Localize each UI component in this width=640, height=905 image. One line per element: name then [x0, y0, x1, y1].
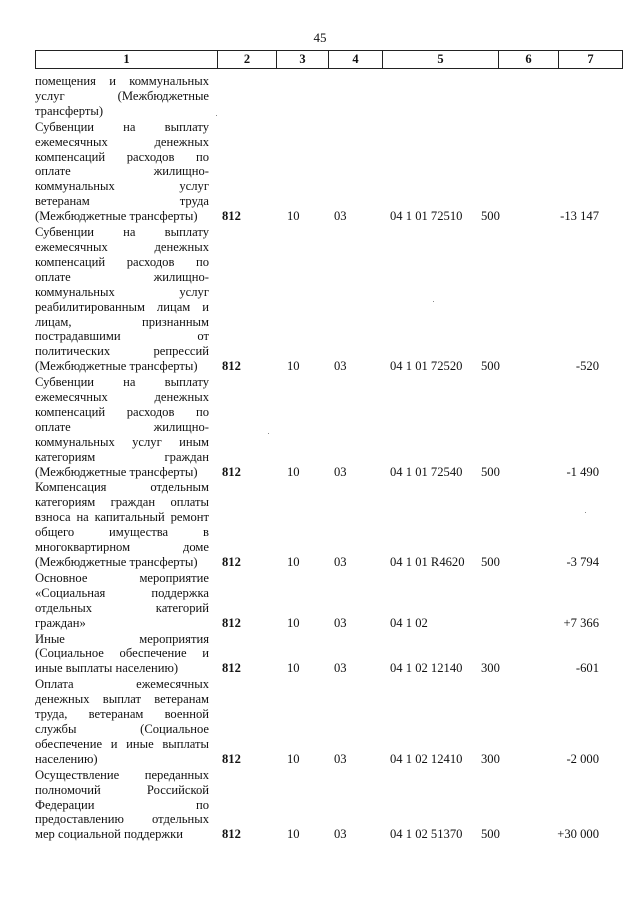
- admin-code: 812: [222, 661, 241, 676]
- admin-code: 812: [222, 555, 241, 569]
- description-line: иные выплаты населению): [35, 661, 179, 676]
- row-description: [35, 767, 209, 843]
- description-line: граждан»: [35, 615, 86, 630]
- description-line: коммунальных услуг иным: [35, 434, 209, 449]
- subsection-code: 03: [334, 555, 347, 569]
- description-line: трансферты): [35, 103, 104, 118]
- scan-speck: [268, 433, 269, 434]
- amount-change: -3 794: [566, 555, 599, 569]
- target-article-code: 04 1 01 R4620: [390, 555, 465, 569]
- amount-change: -601: [575, 661, 599, 676]
- description-line: (Межбюджетные трансферты): [35, 464, 198, 479]
- description-line: «Социальная поддержка: [35, 585, 209, 600]
- row-description: [35, 676, 209, 766]
- description-line: Субвенции на выплату: [35, 375, 209, 390]
- description-line: пострадавшими от: [35, 329, 209, 344]
- expense-type-code: 300: [481, 661, 500, 676]
- description-line: услуг (Межбюджетные: [35, 88, 209, 103]
- description-line: категориям граждан: [35, 449, 209, 464]
- description-line: обеспечение и иные выплаты: [35, 736, 209, 751]
- description-line: предоставлению отдельных: [35, 812, 209, 827]
- table-row: [35, 224, 605, 374]
- description-line: Федерации по: [35, 797, 209, 812]
- description-line: оплате жилищно-: [35, 419, 209, 434]
- description-line: помещения и коммунальных: [35, 74, 209, 88]
- subsection-code: 03: [334, 751, 347, 766]
- table-row: [35, 374, 605, 479]
- description-line: ежемесячных денежных: [35, 134, 209, 149]
- table-row: [35, 119, 605, 224]
- admin-code: 812: [222, 464, 241, 479]
- row-description: [35, 224, 209, 374]
- page-number: 45: [313, 30, 327, 45]
- row-description: [35, 73, 209, 119]
- scan-speck: [585, 512, 586, 513]
- row-description: [35, 631, 209, 677]
- description-line: Осуществление переданных: [35, 767, 209, 782]
- description-line: денежных выплат ветеранам: [35, 692, 209, 707]
- target-article-code: 04 1 02 12140: [390, 661, 463, 676]
- description-line: политических репрессий: [35, 344, 209, 359]
- table-row: [35, 676, 605, 766]
- description-line: Оплата ежемесячных: [35, 677, 209, 692]
- amount-change: -13 147: [560, 209, 599, 224]
- column-header-4: 4: [329, 51, 383, 69]
- expense-type-code: 500: [481, 555, 500, 569]
- subsection-code: 03: [334, 615, 347, 630]
- target-article-code: 04 1 02 51370: [390, 827, 463, 842]
- subsection-code: 03: [334, 661, 347, 676]
- description-line: многоквартирном доме: [35, 540, 209, 555]
- section-code: 10: [287, 615, 300, 630]
- expense-type-code: 500: [481, 209, 500, 224]
- column-header-1: 1: [36, 51, 218, 69]
- description-line: мер социальной поддержки: [35, 827, 183, 842]
- subsection-code: 03: [334, 209, 347, 224]
- expense-type-code: 300: [481, 751, 500, 766]
- admin-code: 812: [222, 751, 241, 766]
- description-line: (Межбюджетные трансферты): [35, 359, 198, 374]
- row-description: [35, 479, 209, 569]
- description-line: оплате жилищно-: [35, 269, 209, 284]
- description-line: коммунальных услуг: [35, 284, 209, 299]
- description-line: ежемесячных денежных: [35, 390, 209, 405]
- row-description: [35, 119, 209, 224]
- section-code: 10: [287, 464, 300, 479]
- section-code: 10: [287, 751, 300, 766]
- column-header-5: 5: [383, 51, 499, 69]
- subsection-code: 03: [334, 359, 347, 374]
- description-line: коммунальных услуг: [35, 179, 209, 194]
- amount-change: -2 000: [566, 751, 599, 766]
- description-line: Компенсация отдельным: [35, 480, 209, 495]
- description-line: лицам, признанным: [35, 314, 209, 329]
- target-article-code: 04 1 02: [390, 615, 428, 630]
- admin-code: 812: [222, 615, 241, 630]
- amount-change: -1 490: [566, 464, 599, 479]
- amount-change: +30 000: [557, 827, 599, 842]
- description-line: населению): [35, 751, 98, 766]
- column-header-2: 2: [218, 51, 277, 69]
- admin-code: 812: [222, 827, 241, 842]
- table-row: [35, 479, 605, 569]
- expense-type-code: 500: [481, 464, 500, 479]
- description-line: полномочий Российской: [35, 782, 209, 797]
- expense-type-code: 500: [481, 827, 500, 842]
- description-line: отдельных категорий: [35, 600, 209, 615]
- description-line: общего имущества в: [35, 525, 209, 540]
- column-header-row: [35, 50, 623, 69]
- amount-change: +7 366: [563, 615, 599, 630]
- description-line: (Межбюджетные трансферты): [35, 209, 198, 224]
- description-line: Субвенции на выплату: [35, 225, 209, 240]
- admin-code: 812: [222, 209, 241, 224]
- section-code: 10: [287, 555, 300, 569]
- table-body: [35, 73, 605, 842]
- target-article-code: 04 1 02 12410: [390, 751, 463, 766]
- description-line: (Межбюджетные трансферты): [35, 555, 198, 569]
- scan-speck: [216, 115, 217, 116]
- description-line: службы (Социальное: [35, 721, 209, 736]
- row-description: [35, 374, 209, 479]
- description-line: взноса на капитальный ремонт: [35, 510, 209, 525]
- description-line: реабилитированным лицам и: [35, 299, 209, 314]
- scan-speck: [433, 301, 434, 302]
- column-header-6: 6: [499, 51, 559, 69]
- description-line: компенсаций расходов по: [35, 149, 209, 164]
- section-code: 10: [287, 359, 300, 374]
- description-line: компенсаций расходов по: [35, 254, 209, 269]
- subsection-code: 03: [334, 464, 347, 479]
- row-description: [35, 570, 209, 631]
- target-article-code: 04 1 01 72540: [390, 464, 463, 479]
- description-line: категориям граждан оплаты: [35, 495, 209, 510]
- table-row: [35, 767, 605, 843]
- column-header-7: 7: [559, 51, 623, 69]
- section-code: 10: [287, 661, 300, 676]
- target-article-code: 04 1 01 72510: [390, 209, 463, 224]
- description-line: ветеранам труда: [35, 194, 209, 209]
- description-line: оплате жилищно-: [35, 164, 209, 179]
- target-article-code: 04 1 01 72520: [390, 359, 463, 374]
- description-line: (Социальное обеспечение и: [35, 646, 209, 661]
- admin-code: 812: [222, 359, 241, 374]
- amount-change: -520: [575, 359, 599, 374]
- description-line: труда, ветеранам военной: [35, 707, 209, 722]
- table-row: [35, 73, 605, 119]
- section-code: 10: [287, 827, 300, 842]
- description-line: Иные мероприятия: [35, 631, 209, 646]
- description-line: Субвенции на выплату: [35, 119, 209, 134]
- table-row: [35, 631, 605, 677]
- subsection-code: 03: [334, 827, 347, 842]
- section-code: 10: [287, 209, 300, 224]
- description-line: ежемесячных денежных: [35, 239, 209, 254]
- table-row: [35, 570, 605, 631]
- column-header-3: 3: [277, 51, 329, 69]
- description-line: компенсаций расходов по: [35, 404, 209, 419]
- description-line: Основное мероприятие: [35, 570, 209, 585]
- expense-type-code: 500: [481, 359, 500, 374]
